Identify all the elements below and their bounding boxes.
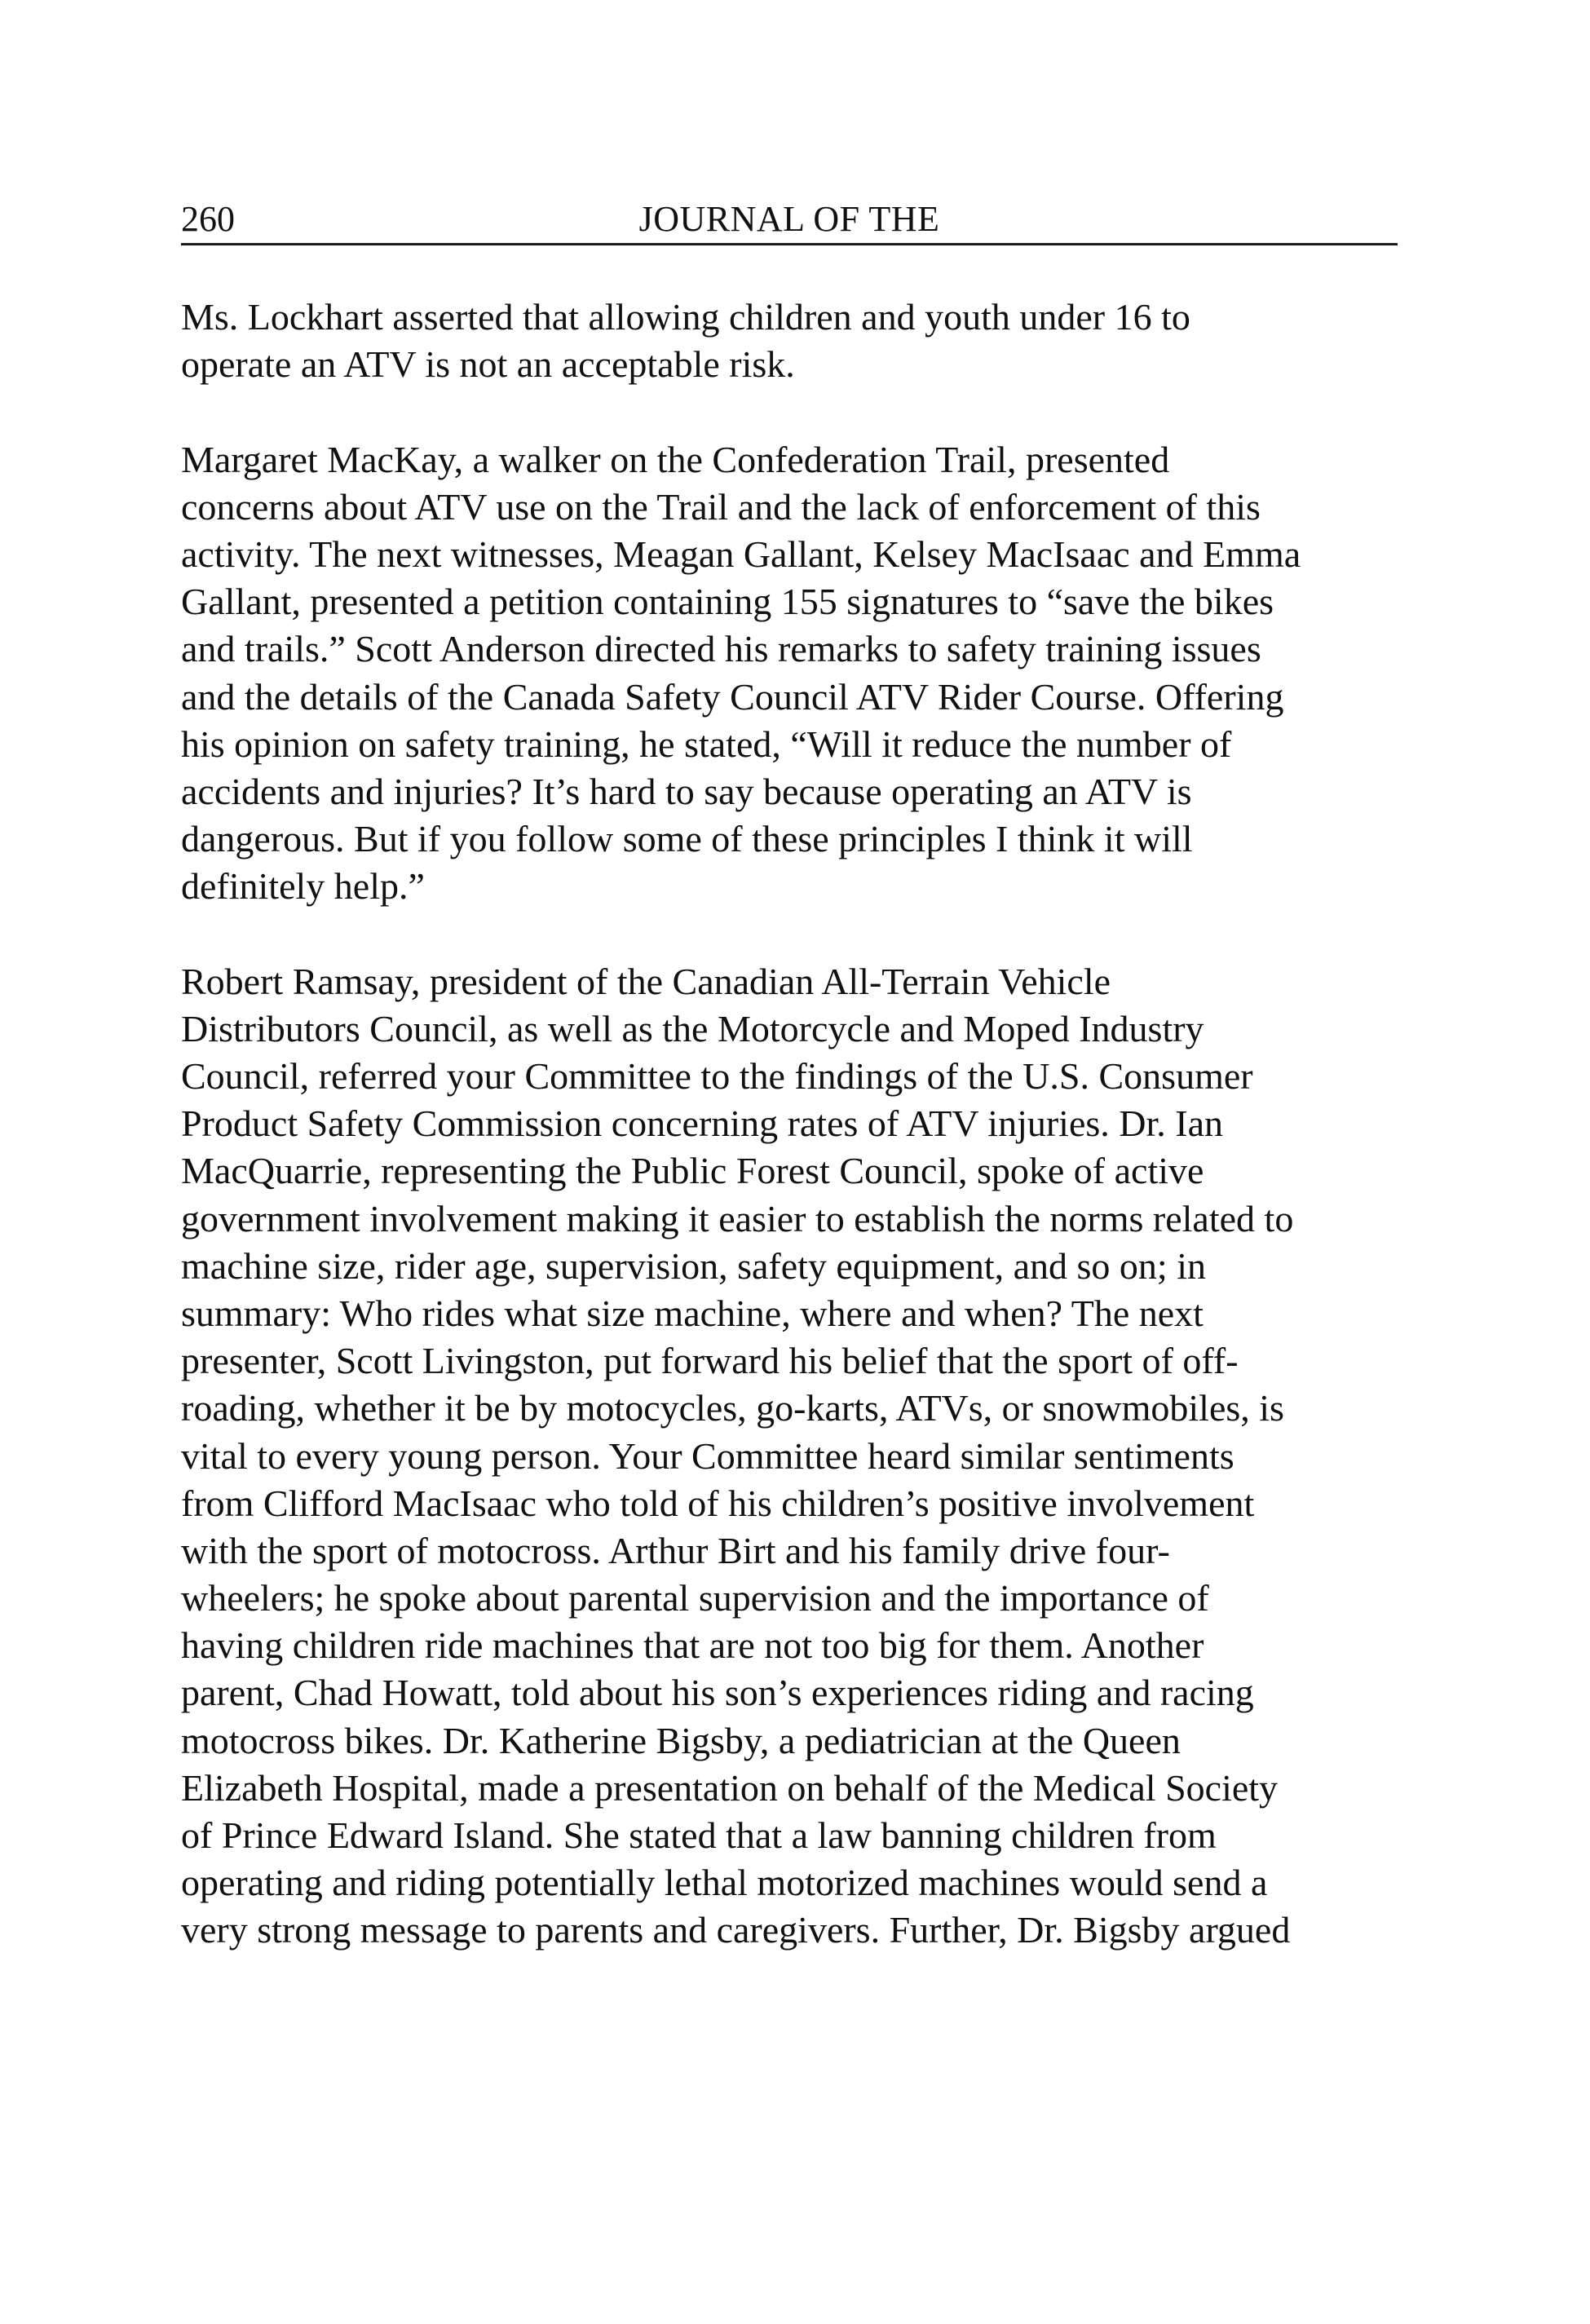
text-line: MacQuarrie, representing the Public Forest Council, spoke of active <box>181 1150 1204 1192</box>
text-line: having children ride machines that are not too big for them. Another <box>181 1624 1204 1667</box>
paragraph-mackay <box>181 436 1404 911</box>
text-line: Gallant, presented a petition containing 155 signatures to “save the bikes <box>181 581 1274 623</box>
text-line: Product Safety Commission concerning rates of ATV injuries. Dr. Ian <box>181 1102 1224 1145</box>
text-line: parent, Chad Howatt, told about his son’s experiences riding and racing <box>181 1672 1254 1714</box>
text-line: machine size, rider age, supervision, safety equipment, and so on; in <box>181 1244 1206 1287</box>
text-line: presenter, Scott Livingston, put forward his belief that the sport of off- <box>181 1340 1239 1382</box>
text-line: very strong message to parents and caregivers. Further, Dr. Bigsby argued <box>181 1909 1291 1951</box>
text-line: Ms. Lockhart asserted that allowing children and youth under 16 to <box>181 296 1190 338</box>
text-line: motocross bikes. Dr. Katherine Bigsby, a pediatrician at the Queen <box>181 1719 1181 1761</box>
text-line: with the sport of motocross. Arthur Birt and his family drive four- <box>181 1529 1170 1571</box>
paragraph-ramsay <box>181 958 1404 1955</box>
running-header <box>181 196 1398 245</box>
text-line: operating and riding potentially lethal motorized machines would send a <box>181 1862 1268 1904</box>
text-line: definitely help.” <box>181 865 425 908</box>
paragraph-lockhart <box>181 294 1404 388</box>
text-line: summary: Who rides what size machine, where and when? The next <box>181 1292 1204 1334</box>
text-line: and the details of the Canada Safety Council ATV Rider Course. Offering <box>181 675 1284 718</box>
page-number: 260 <box>181 199 235 239</box>
text-line: Distributors Council, as well as the Motorcycle and Moped Industry <box>181 1007 1204 1049</box>
text-line: wheelers; he spoke about parental supervision and the importance of <box>181 1577 1209 1619</box>
text-line: roading, whether it be by motocycles, go-karts, ATVs, or snowmobiles, is <box>181 1387 1284 1429</box>
text-line: vital to every young person. Your Committee heard similar sentiments <box>181 1434 1234 1477</box>
journal-title: JOURNAL OF THE <box>638 199 940 239</box>
text-line: from Clifford MacIsaac who told of his children’s positive involvement <box>181 1482 1255 1524</box>
text-line: of Prince Edward Island. She stated that a law banning children from <box>181 1814 1217 1856</box>
body-text <box>181 294 1404 2002</box>
text-line: Elizabeth Hospital, made a presentation on behalf of the Medical Society <box>181 1766 1279 1809</box>
text-line: Margaret MacKay, a walker on the Confederation Trail, presented <box>181 438 1170 480</box>
text-line: government involvement making it easier to establish the norms related to <box>181 1197 1294 1239</box>
text-line: his opinion on safety training, he stated, “Will it reduce the number of <box>181 722 1232 765</box>
text-line: Robert Ramsay, president of the Canadian All-Terrain Vehicle <box>181 960 1111 1002</box>
text-line: dangerous. But if you follow some of these principles I think it will <box>181 818 1193 860</box>
text-line: accidents and injuries? It’s hard to say because operating an ATV is <box>181 770 1192 812</box>
text-line: operate an ATV is not an acceptable risk. <box>181 343 795 386</box>
text-line: and trails.” Scott Anderson directed his remarks to safety training issues <box>181 628 1261 670</box>
text-line: concerns about ATV use on the Trail and the lack of enforcement of this <box>181 485 1261 528</box>
text-line: Council, referred your Committee to the findings of the U.S. Consumer <box>181 1055 1253 1097</box>
text-line: activity. The next witnesses, Meagan Gallant, Kelsey MacIsaac and Emma <box>181 532 1301 575</box>
